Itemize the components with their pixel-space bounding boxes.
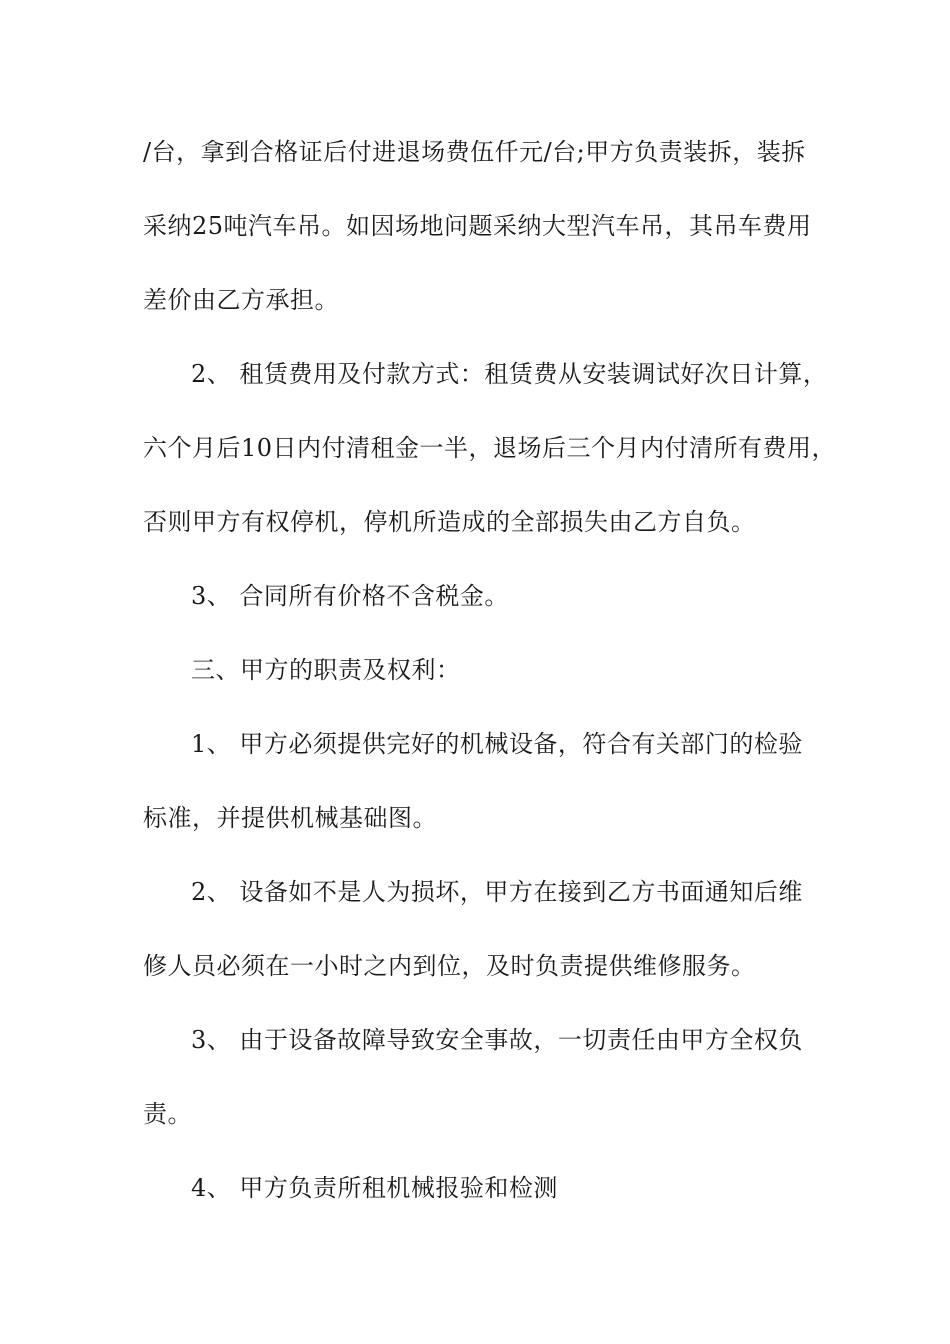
clause-item-3: 3、 由于设备故障导致安全事故，一切责任由甲方全权负 <box>191 1026 803 1054</box>
section-heading: 三、甲方的职责及权利： <box>191 656 461 684</box>
clause-item-3: 3、 合同所有价格不含税金。 <box>191 582 509 610</box>
paragraph-line: 否则甲方有权停机，停机所造成的全部损失由乙方自负。 <box>143 508 756 536</box>
paragraph-line: 差价由乙方承担。 <box>143 286 339 314</box>
paragraph-line: 标准，并提供机械基础图。 <box>143 804 437 832</box>
paragraph-line: /台，拿到合格证后付进退场费伍仟元/台;甲方负责装拆，装拆 <box>143 138 806 166</box>
clause-item-1: 1、 甲方必须提供完好的机械设备，符合有关部门的检验 <box>191 730 803 758</box>
paragraph-line: 修人员必须在一小时之内到位，及时负责提供维修服务。 <box>143 952 756 980</box>
paragraph-line: 责。 <box>143 1100 192 1128</box>
paragraph-line: 六个月后10日内付清租金一半，退场后三个月内付清所有费用， <box>143 434 837 462</box>
clause-item-2: 2、 租赁费用及付款方式：租赁费从安装调试好次日计算， <box>191 360 828 388</box>
clause-item-4: 4、 甲方负责所租机械报验和检测 <box>191 1174 558 1202</box>
paragraph-line: 采纳25吨汽车吊。如因场地问题采纳大型汽车吊，其吊车费用 <box>143 212 812 240</box>
clause-item-2: 2、 设备如不是人为损坏，甲方在接到乙方书面通知后维 <box>191 878 803 906</box>
